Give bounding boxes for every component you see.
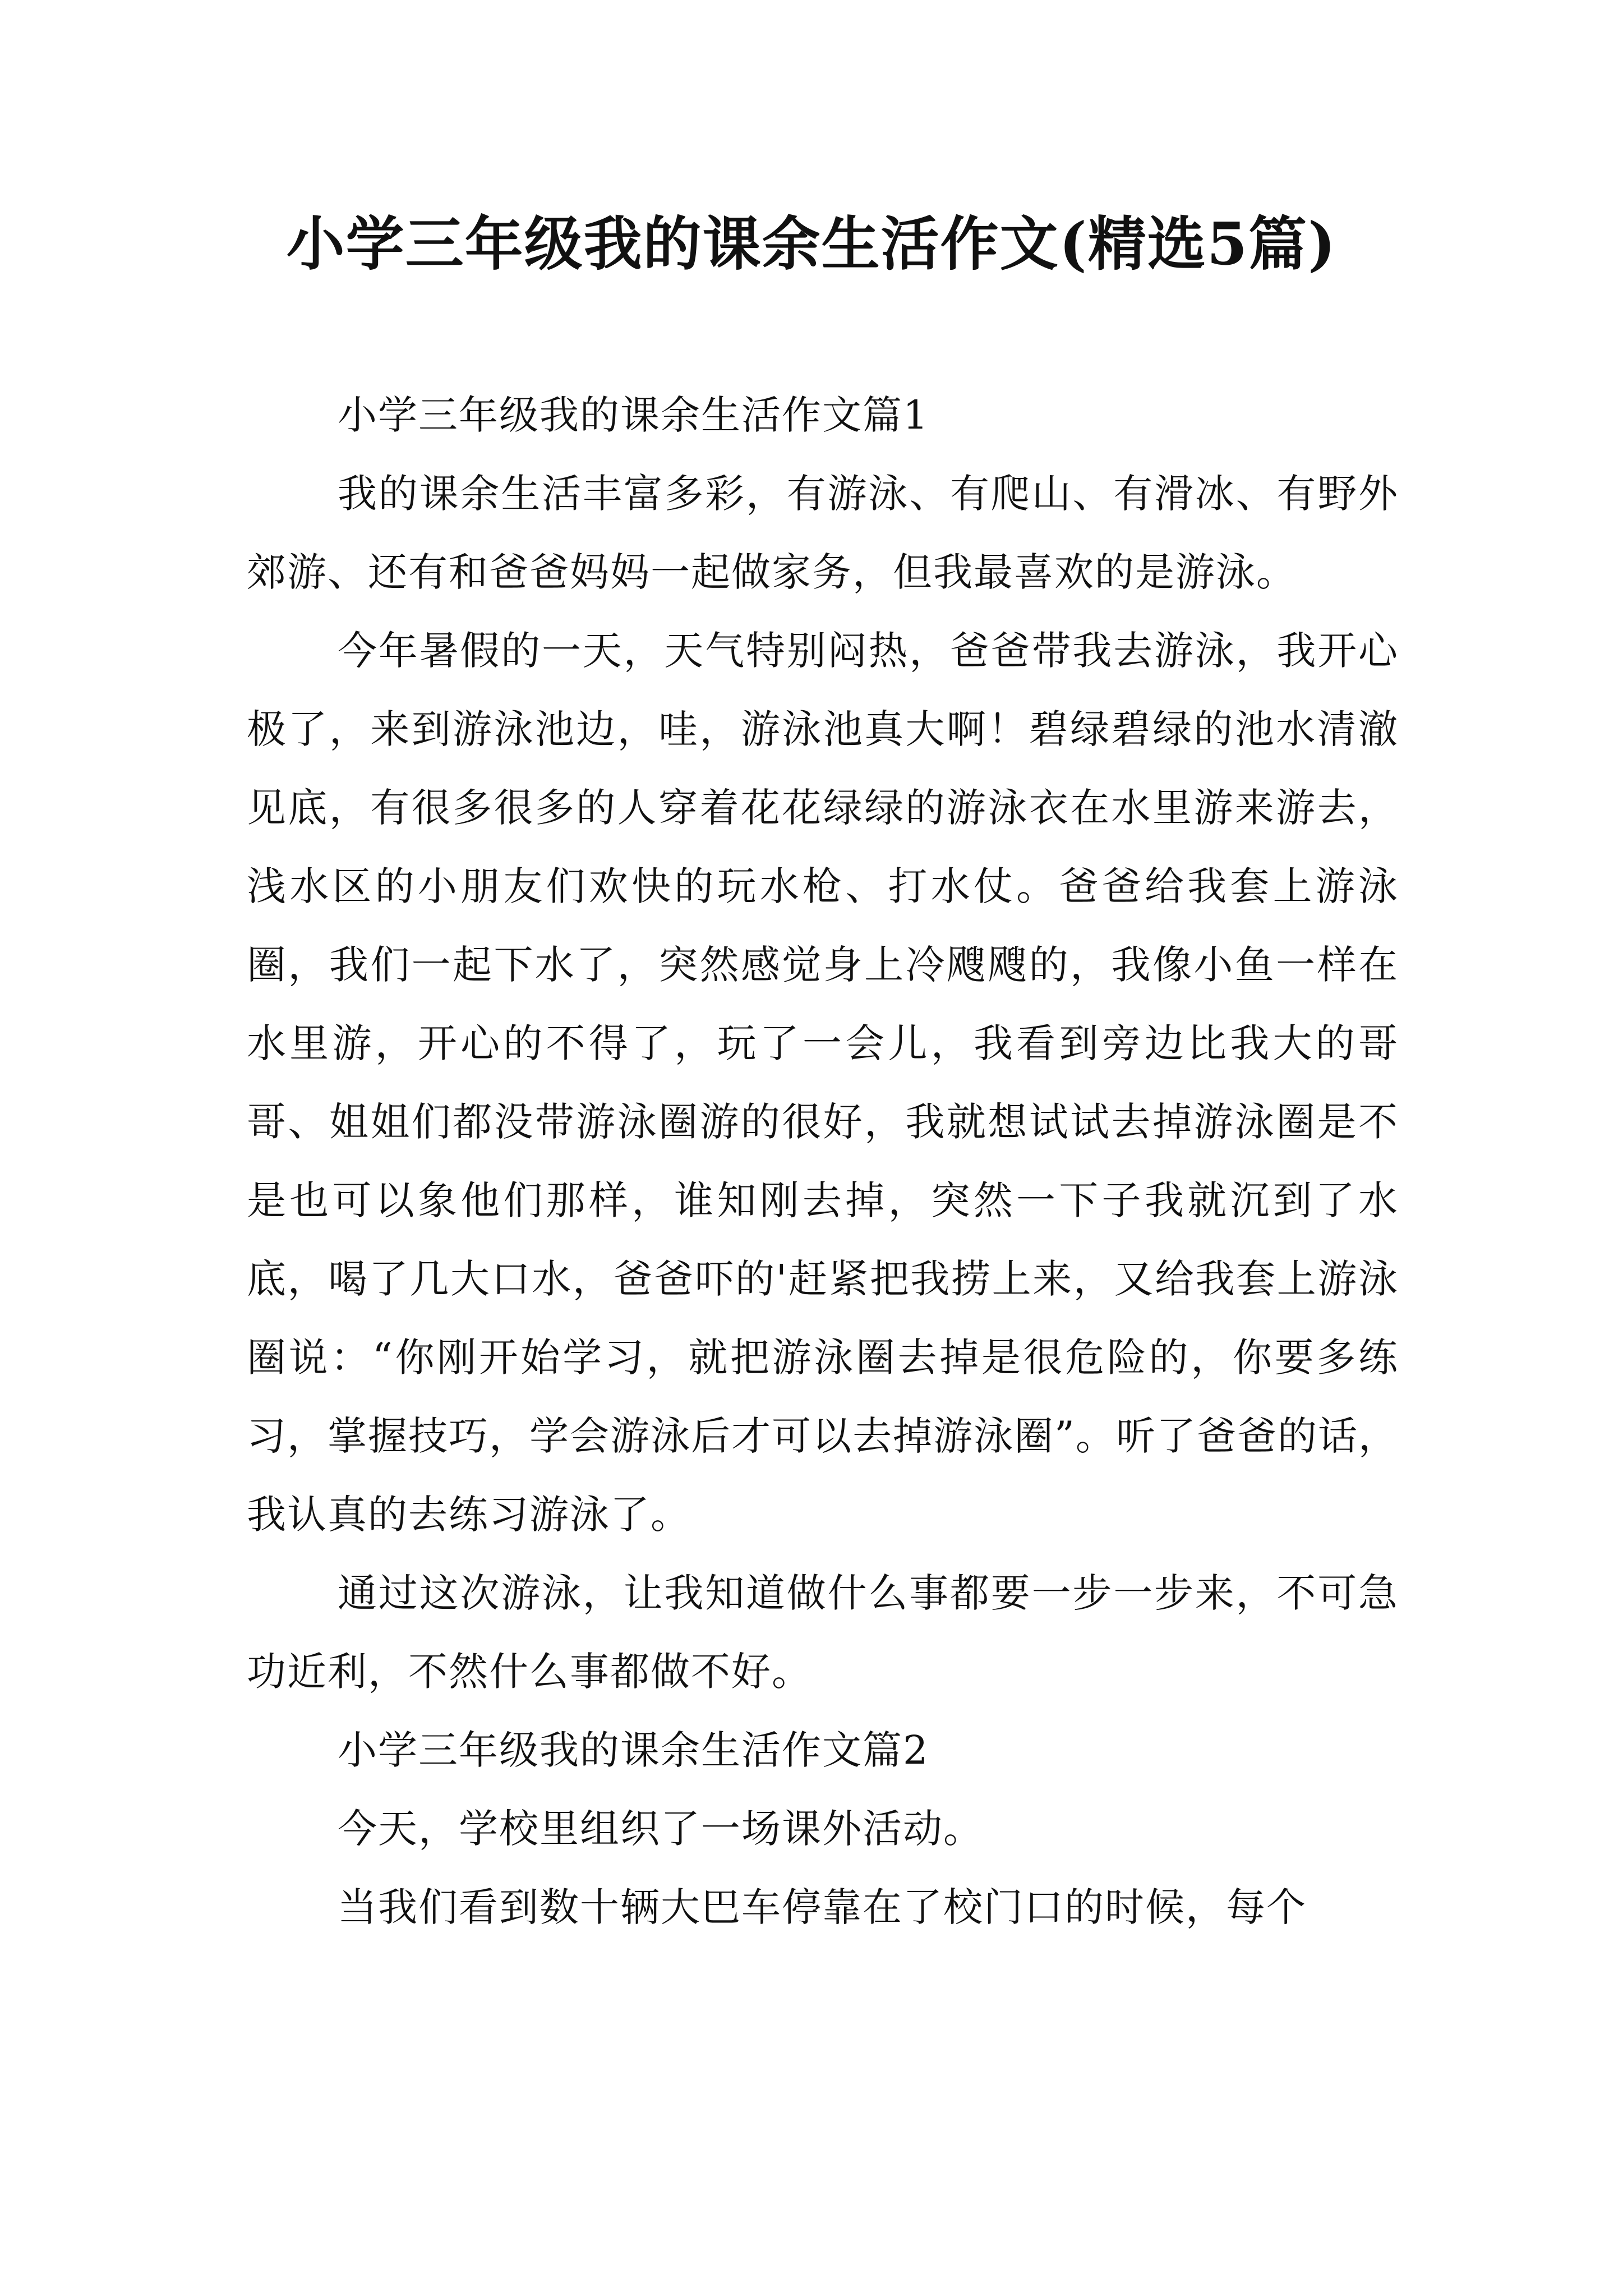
document-title: 小学三年级我的课余生活作文(精选5篇) xyxy=(286,209,1337,278)
document-body xyxy=(247,376,1399,1947)
paragraph: 我的课余生活丰富多彩，有游泳、有爬山、有滑冰、有野外郊游、还有和爸爸妈妈一起做家务，但我最喜欢的是游泳。 xyxy=(247,471,1399,595)
paragraph: 当我们看到数十辆大巴车停靠在了校门口的时候，每个 xyxy=(338,1884,1307,1930)
paragraph: 今年暑假的一天，天气特别闷热，爸爸带我去游泳，我开心极了，来到游泳池边，哇，游泳池真大啊！碧绿碧绿的池水清澈见底，有很多很多的人穿着花花绿绿的游泳衣在水里游来游去，浅水区的小朋友们欢快的玩水枪、打水仗。爸爸给我套上游泳圈，我们一起下水了，突然感觉身上冷飕飕的，我像小鱼一样在水里游，开心的不得了，玩了一会儿，我看到旁边比我大的哥哥、姐姐们都没带游泳圈游的很好，我就想试试去掉游泳圈是不是也可以象他们那样，谁知刚去掉，突然一下子我就沉到了水底，喝了几大口水，爸爸吓的'赶紧把我捞上来，又给我套上游泳圈说：“你刚开始学习，就把游泳圈去掉是很危险的，你要多练习，掌握技巧，学会游泳后才可以去掉游泳圈”。听了爸爸的话，我认真的去练习游泳了。 xyxy=(247,628,1399,1538)
paragraph: 今天，学校里组织了一场课外活动。 xyxy=(338,1806,984,1852)
section-heading: 小学三年级我的课余生活作文篇2 xyxy=(338,1727,929,1773)
section-heading: 小学三年级我的课余生活作文篇1 xyxy=(338,392,929,438)
paragraph: 通过这次游泳，让我知道做什么事都要一步一步来，不可急功近利，不然什么事都做不好。 xyxy=(247,1570,1399,1695)
